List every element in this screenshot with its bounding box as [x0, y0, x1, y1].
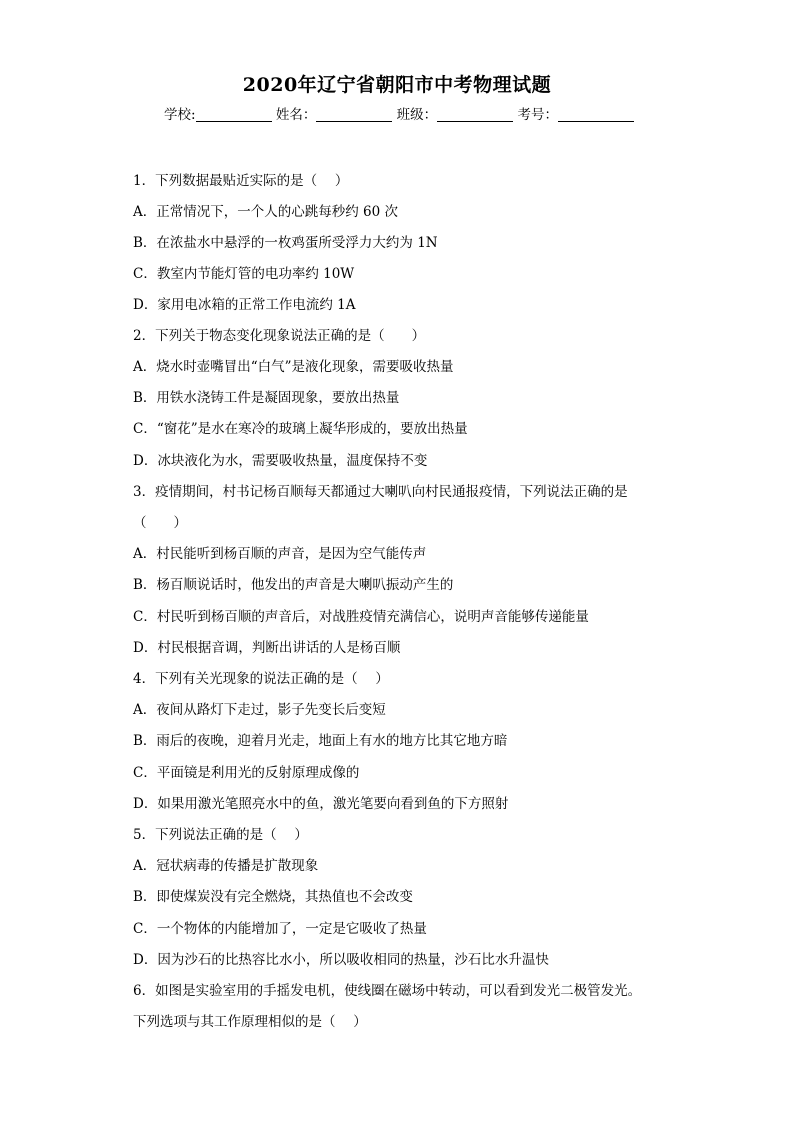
page-title: 2020年辽宁省朝阳市中考物理试题	[242, 74, 552, 96]
exam-number-blank[interactable]	[558, 107, 634, 122]
question-6-stem: 6．如图是实验室用的手摇发电机，使线圈在磁场中转动，可以看到发光二极管发光。	[133, 983, 642, 999]
question-1-option-a: A．正常情况下，一个人的心跳每秒约 60 次	[133, 204, 399, 220]
question-3-option-d: D．村民根据音调，判断出讲话的人是杨百顺	[133, 640, 401, 656]
question-2-option-d: D．冰块液化为水，需要吸收热量，温度保持不变	[133, 453, 428, 469]
question-3-option-b: B．杨百顺说话时，他发出的声音是大喇叭振动产生的	[133, 577, 454, 593]
question-1-stem: 1．下列数据最贴近实际的是（ ）	[133, 173, 349, 189]
question-1-option-d: D．家用电冰箱的正常工作电流约 1A	[133, 297, 356, 313]
question-6-stem-continuation: 下列选项与其工作原理相似的是（ ）	[133, 1014, 367, 1030]
question-4-option-c: C．平面镜是利用光的反射原理成像的	[133, 765, 360, 781]
question-5-option-b: B．即使煤炭没有完全燃烧，其热值也不会改变	[133, 889, 413, 905]
question-4-option-a: A．夜间从路灯下走过，影子先变长后变短	[133, 702, 386, 718]
question-1-option-b: B．在浓盐水中悬浮的一枚鸡蛋所受浮力大约为 1N	[133, 235, 438, 251]
question-2-option-a: A．烧水时壶嘴冒出“白气”是液化现象，需要吸收热量	[133, 359, 454, 375]
question-2-option-c: C．“窗花”是水在寒冷的玻璃上凝华形成的，要放出热量	[133, 421, 468, 437]
question-5-option-c: C．一个物体的内能增加了，一定是它吸收了热量	[133, 921, 427, 937]
class-blank[interactable]	[437, 107, 513, 122]
question-3-stem: 3．疫情期间，村书记杨百顺每天都通过大喇叭向村民通报疫情，下列说法正确的是	[133, 484, 628, 500]
question-3-option-c: C．村民听到杨百顺的声音后，对战胜疫情充满信心，说明声音能够传递能量	[133, 609, 589, 625]
class-label: 班级：	[396, 107, 438, 123]
question-5-stem: 5．下列说法正确的是（ ）	[133, 827, 308, 843]
exam-number-label: 考号：	[517, 107, 558, 123]
question-4-stem: 4．下列有关光现象的说法正确的是（ ）	[133, 671, 389, 687]
name-blank[interactable]	[316, 107, 392, 122]
question-2-stem: 2．下列关于物态变化现象说法正确的是（ ）	[133, 328, 426, 344]
question-4-option-b: B．雨后的夜晚，迎着月光走，地面上有水的地方比其它地方暗	[133, 733, 508, 749]
school-blank[interactable]	[196, 107, 272, 122]
question-5-option-d: D．因为沙石的比热容比水小，所以吸收相同的热量，沙石比水升温快	[133, 952, 549, 968]
question-4-option-d: D．如果用激光笔照亮水中的鱼，激光笔要向看到鱼的下方照射	[133, 796, 509, 812]
school-label: 学校:	[164, 107, 196, 123]
question-1-option-c: C．教室内节能灯管的电功率约 10W	[133, 266, 355, 282]
question-3-stem-continuation: （ ）	[133, 515, 187, 531]
name-label: 姓名：	[275, 107, 317, 123]
question-5-option-a: A．冠状病毒的传播是扩散现象	[133, 858, 319, 874]
question-2-option-b: B．用铁水浇铸工件是凝固现象，要放出热量	[133, 390, 400, 406]
question-3-option-a: A．村民能听到杨百顺的声音，是因为空气能传声	[133, 546, 427, 562]
student-info-line	[164, 103, 634, 123]
